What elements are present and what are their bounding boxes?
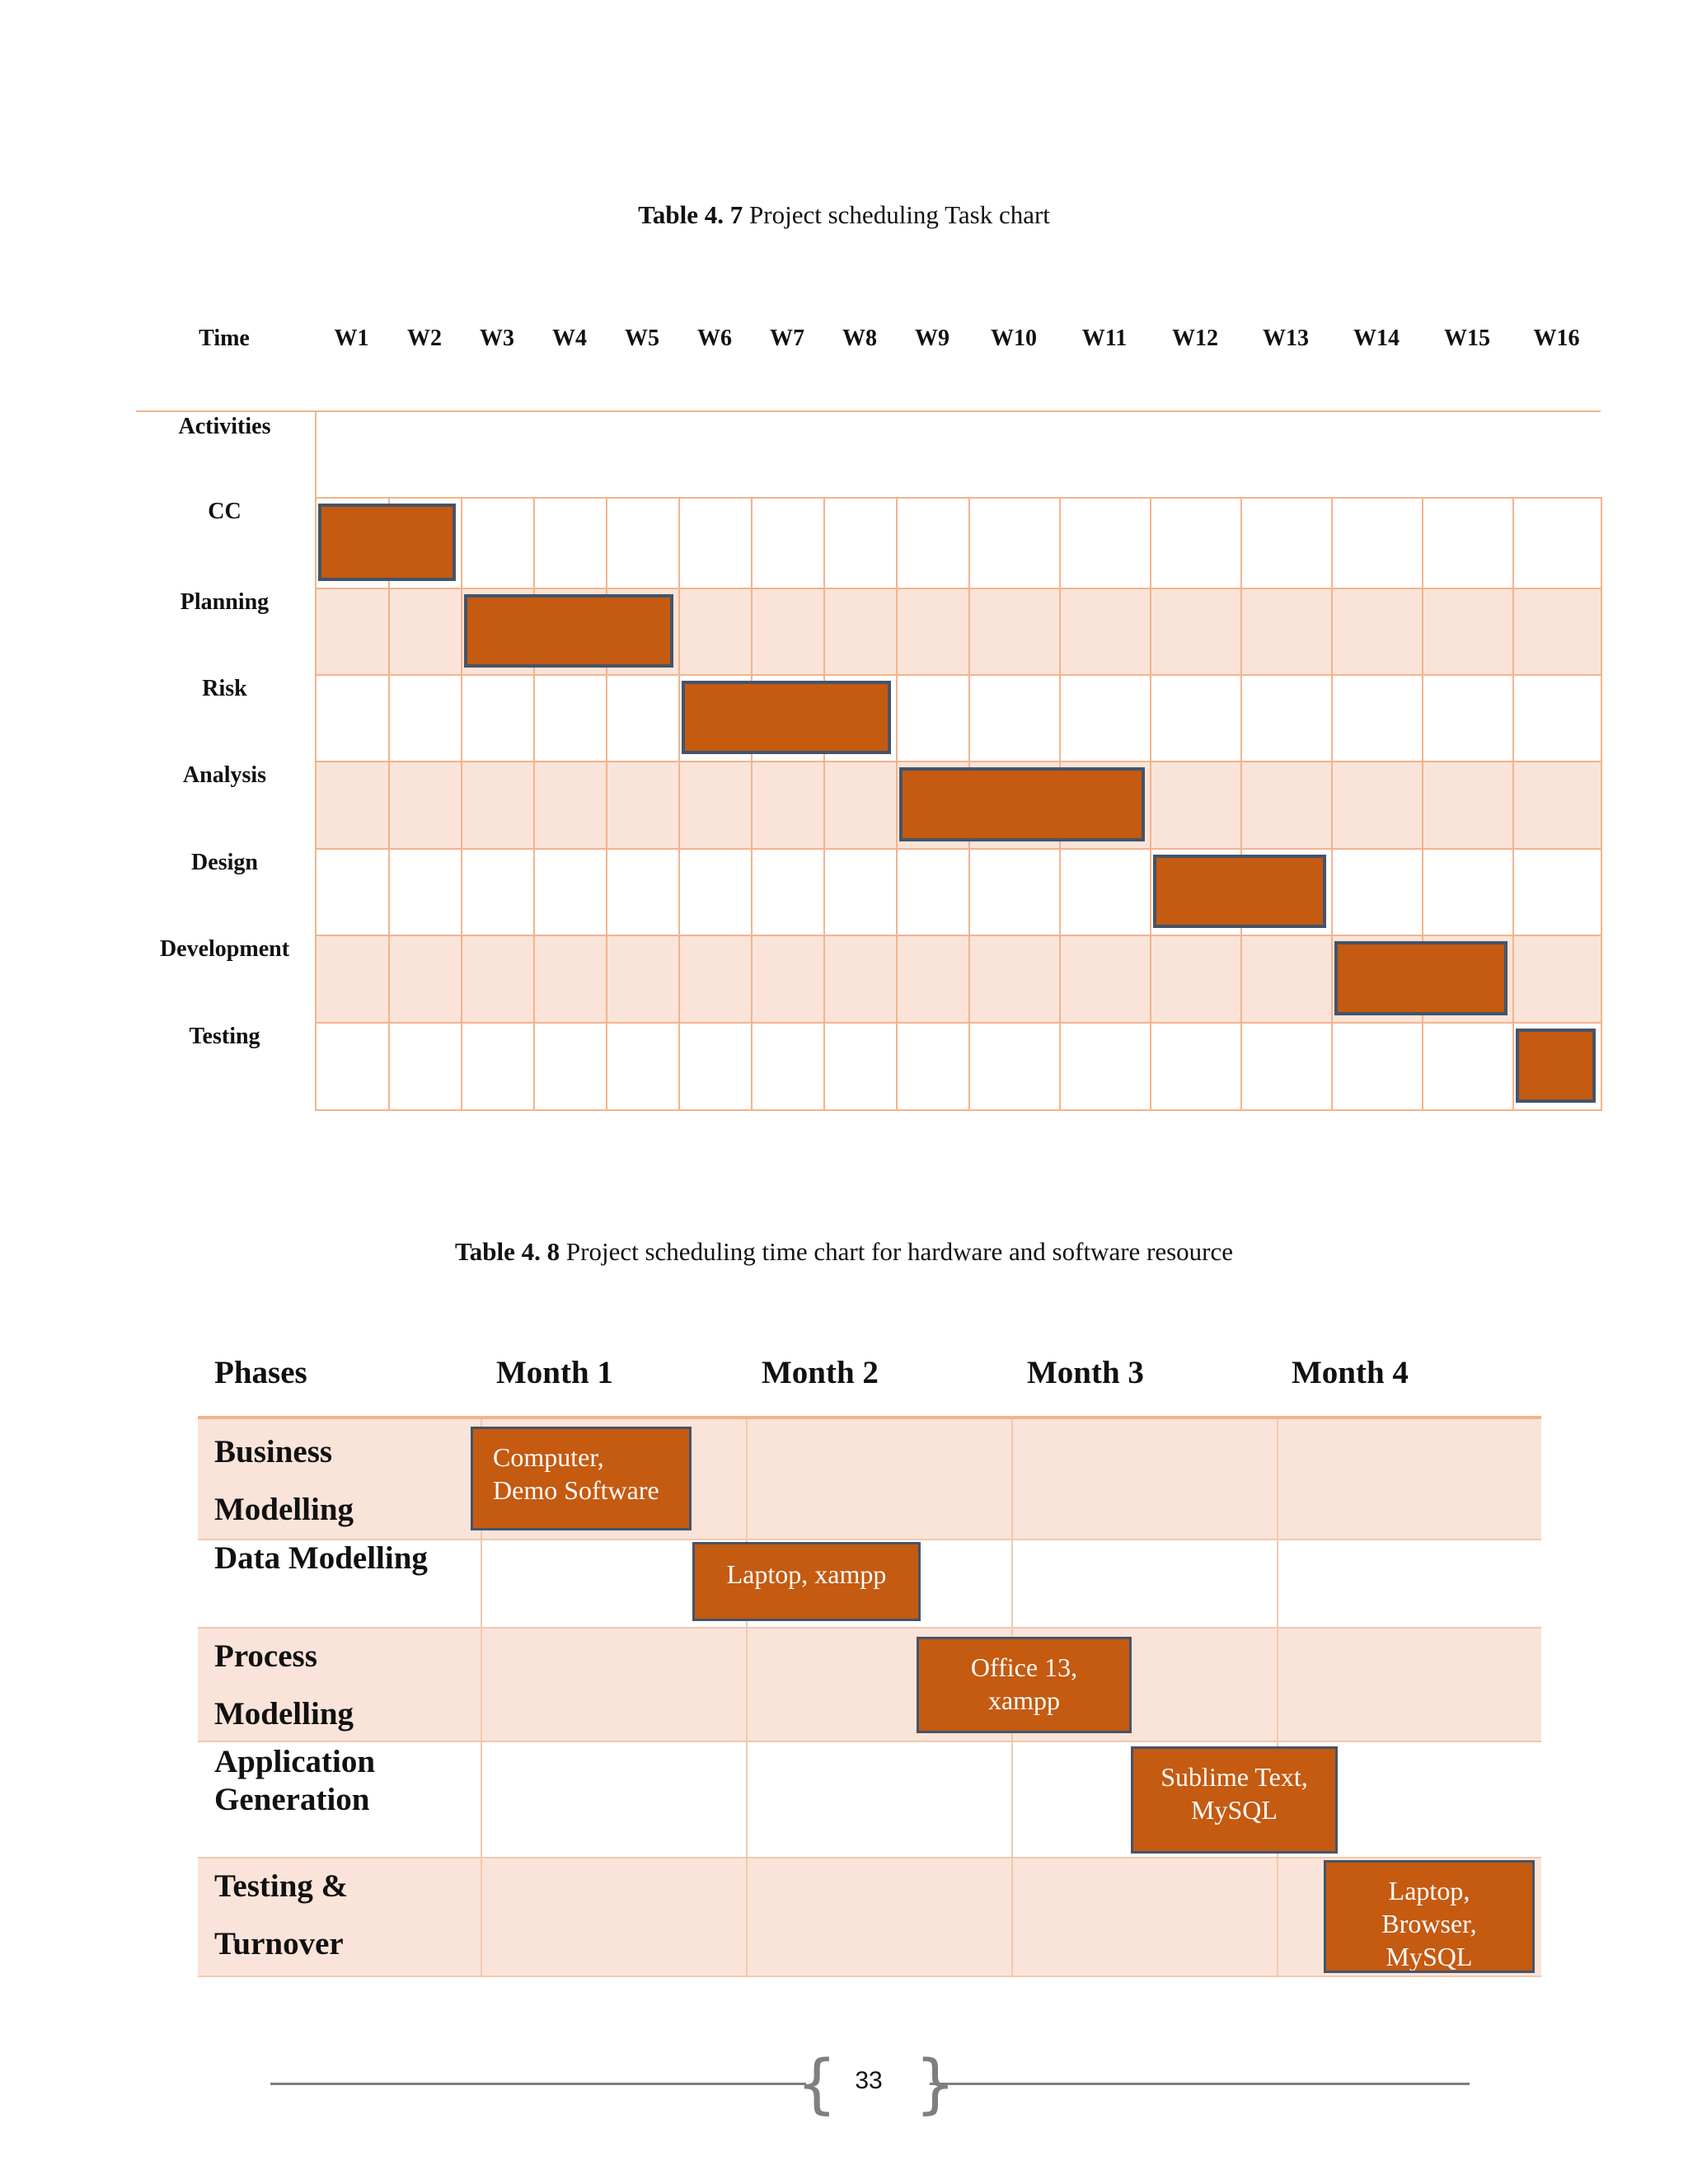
week-header-w5: W5 [625, 326, 659, 351]
week-header-w13: W13 [1263, 326, 1309, 351]
resource-text: MySQL [1386, 1942, 1473, 1971]
task-label: Risk [202, 676, 247, 701]
resource-box [1324, 1860, 1535, 1973]
table-4-8-caption [0, 1239, 1688, 1264]
week-header-w3: W3 [480, 326, 514, 351]
row-band [198, 1627, 1541, 1741]
footer-rule-right [930, 2083, 1470, 2085]
table-4-7-caption-label: Table 4. 7 [638, 200, 743, 229]
table-4-8-caption-text: Project scheduling time chart for hardware and software resource [565, 1237, 1234, 1266]
phase-label-line: Application [214, 1744, 376, 1779]
footer-brace-right: } [915, 2047, 956, 2121]
phase-label [214, 1743, 375, 1819]
task-bar [464, 594, 673, 668]
table-4-7-caption-text: Project scheduling Task chart [749, 200, 1050, 229]
header-month-2: Month 2 [762, 1355, 879, 1390]
resource-text: Laptop, [1388, 1876, 1470, 1905]
week-header-w7: W7 [770, 326, 804, 351]
grid-hline [315, 674, 1602, 676]
resource-text: Browser, [1381, 1909, 1477, 1938]
header-month-1: Month 1 [496, 1355, 613, 1390]
table-4-8-caption-label: Table 4. 8 [454, 1237, 560, 1266]
page-number: 33 [855, 2067, 883, 2094]
task-label: Analysis [182, 762, 267, 788]
resource-text: Demo Software [493, 1475, 659, 1505]
footer-rule-left [270, 2083, 806, 2085]
resource-text: MySQL [1191, 1795, 1278, 1825]
header-month-4: Month 4 [1292, 1355, 1409, 1390]
phase-label-line: Generation [214, 1782, 370, 1817]
grid-hline [315, 848, 1602, 850]
task-bar [1153, 855, 1326, 928]
task-bar [318, 504, 456, 581]
phase-label [214, 1628, 354, 1743]
resource-text: Sublime Text, [1160, 1762, 1308, 1792]
grid-hline [315, 588, 1602, 589]
resource-box [471, 1427, 692, 1530]
task-label: Testing [189, 1024, 260, 1049]
week-header-w12: W12 [1172, 326, 1218, 351]
week-header-w6: W6 [697, 326, 732, 351]
time-header: Time [199, 326, 250, 351]
resource-text: Laptop, xampp [726, 1559, 887, 1589]
task-bar [1334, 941, 1507, 1015]
header-rule [136, 410, 1601, 412]
col-rule [1277, 1419, 1278, 1975]
task-label: Design [191, 850, 258, 875]
resource-text: xampp [987, 1685, 1061, 1715]
grid-hline [315, 935, 1602, 936]
week-header-w10: W10 [991, 326, 1037, 351]
phase-label-line: Testing & [214, 1868, 349, 1904]
row-band [198, 1419, 1541, 1539]
phase-label-line: Data Modelling [214, 1540, 428, 1576]
week-header-w1: W1 [334, 326, 369, 351]
col-rule [746, 1419, 748, 1975]
row-rule [198, 1627, 1541, 1629]
grid-hline [315, 1022, 1602, 1024]
task-label: Development [159, 936, 290, 962]
phase-label [214, 1423, 354, 1539]
phase-label-line: Turnover [214, 1926, 344, 1961]
row-rule [198, 1741, 1541, 1742]
task-label: CC [208, 499, 241, 524]
grid-hline [315, 497, 1602, 499]
week-header-w16: W16 [1533, 326, 1580, 351]
grid-hline [315, 1109, 1602, 1111]
grid-hline [315, 761, 1602, 762]
header-month-3: Month 3 [1027, 1355, 1144, 1390]
week-header-w4: W4 [552, 326, 587, 351]
phase-label-line: Modelling [214, 1492, 354, 1527]
phase-label-line: Process [214, 1638, 317, 1674]
resource-text: Office 13, [970, 1652, 1078, 1682]
phase-label [214, 1858, 348, 1973]
resource-box [1131, 1746, 1338, 1854]
task-bar [1516, 1029, 1596, 1103]
resource-box [917, 1637, 1132, 1733]
phase-label [214, 1537, 428, 1580]
phase-label-line: Modelling [214, 1696, 354, 1732]
header-phases: Phases [214, 1355, 307, 1390]
resource-text: Computer, [493, 1442, 604, 1472]
phase-label-line: Business [214, 1434, 333, 1469]
week-header-w9: W9 [915, 326, 950, 351]
task-bar [682, 681, 891, 754]
activities-label: Activities [178, 414, 271, 439]
week-header-w14: W14 [1353, 326, 1400, 351]
resource-box [692, 1542, 921, 1621]
task-bar [899, 767, 1145, 841]
header-rule [198, 1416, 1541, 1419]
task-label: Planning [180, 589, 270, 615]
row-rule [198, 1975, 1541, 1977]
week-header-w8: W8 [842, 326, 877, 351]
footer-brace-left: { [796, 2047, 837, 2121]
week-header-w15: W15 [1444, 326, 1490, 351]
week-header-w2: W2 [407, 326, 442, 351]
week-header-w11: W11 [1081, 326, 1128, 351]
row-rule [198, 1857, 1541, 1858]
